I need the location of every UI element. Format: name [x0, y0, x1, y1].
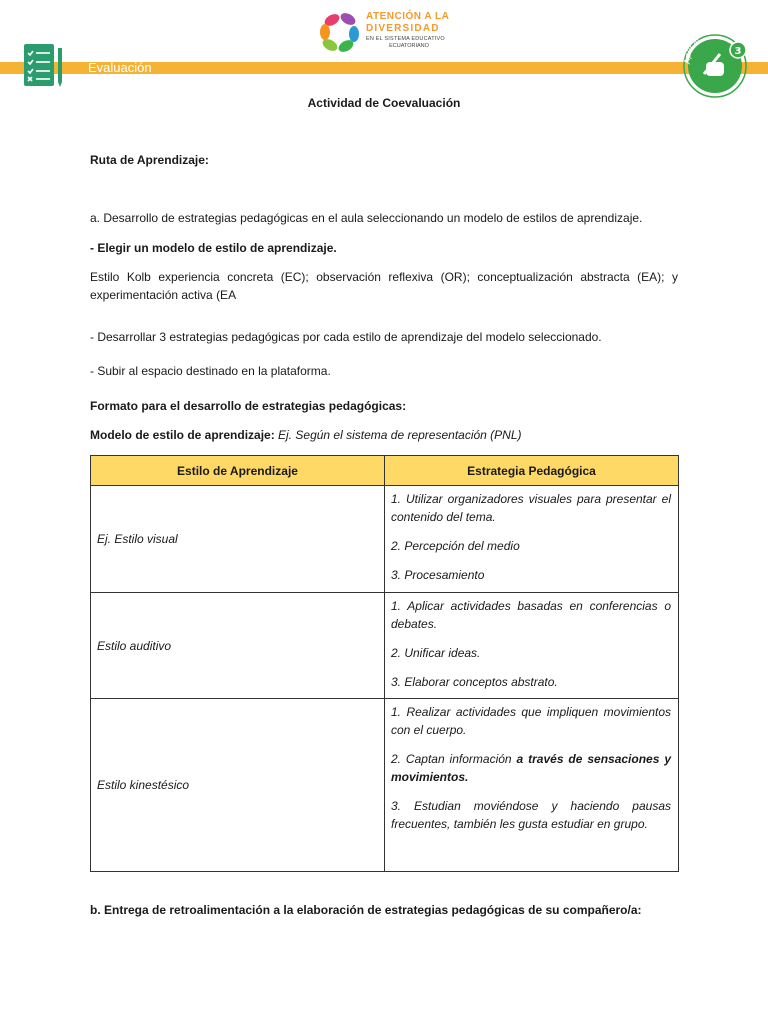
apply-badge: [682, 28, 754, 100]
strategy-item: 3. Estudian moviéndose y haciendo pausas frecuentes, también les gusta estudiar en grupo.: [391, 799, 671, 831]
strategy-cell: [385, 699, 679, 872]
brand-logo: ATENCIÓN A LA DIVERSIDAD EN EL SISTEMA EDUCATIVO ECUATORIANO: [318, 8, 458, 58]
strategy-item: 2. Captan información a través de sensaciones y movimientos.: [391, 752, 671, 784]
format-label: Formato para el desarrollo de estrategias pedagógicas:: [90, 399, 407, 413]
hands-circle-icon: [318, 8, 362, 54]
strategy-item: 3. Procesamiento: [391, 568, 485, 582]
table-header-row: [91, 456, 679, 486]
badge-number: 3: [734, 46, 742, 57]
badge-label: Aplicar: [682, 34, 703, 65]
style-cell: Estilo kinestésico: [91, 699, 385, 872]
header-strategy: Estrategia Pedagógica: [385, 456, 679, 486]
section-label: Evaluación: [88, 60, 152, 75]
upload-instruction: - Subir al espacio destinado en la plataforma.: [90, 364, 331, 378]
strategy-cell: [385, 593, 679, 699]
choose-model: - Elegir un modelo de estilo de aprendizaje.: [90, 241, 337, 255]
table-row: [91, 699, 679, 872]
model-label: Modelo de estilo de aprendizaje:: [90, 428, 275, 442]
strategy-item: 2. Percepción del medio: [391, 539, 520, 553]
strategy-item: 1. Aplicar actividades basadas en conferencias o debates.: [391, 599, 671, 631]
strategy-cell: [385, 486, 679, 593]
strategy-item: 1. Utilizar organizadores visuales para presentar el contenido del tema.: [391, 492, 671, 524]
strategies-table: [90, 455, 679, 872]
table-row: [91, 593, 679, 699]
header-learning-style: Estilo de Aprendizaje: [91, 456, 385, 486]
style-cell: Estilo auditivo: [91, 593, 385, 699]
strategy-item: 1. Realizar actividades que impliquen movimientos con el cuerpo.: [391, 705, 671, 737]
table-row: [91, 486, 679, 593]
page-title: Actividad de Coevaluación: [307, 96, 461, 110]
strategy-item: 3. Elaborar conceptos abstrato.: [391, 675, 558, 689]
route-label: Ruta de Aprendizaje:: [90, 153, 209, 167]
model-line: [90, 426, 678, 444]
item-a: a. Desarrollo de estrategias pedagógicas en el aula seleccionando un modelo de estilos de aprendizaje.: [90, 211, 643, 225]
item-b: b. Entrega de retroalimentación a la elaboración de estrategias pedagógicas de su compañero/a:: [90, 903, 642, 917]
strategy-item: 2. Unificar ideas.: [391, 646, 481, 660]
kolb-text: Estilo Kolb experiencia concreta (EC); observación reflexiva (OR); conceptualización abstracta (EA); y experimentación activa (EA: [90, 270, 678, 302]
model-example: Ej. Según el sistema de representación (PNL): [278, 428, 522, 442]
develop-strategies: - Desarrollar 3 estrategias pedagógicas por cada estilo de aprendizaje del modelo seleccionado.: [90, 330, 602, 344]
checklist-icon: [22, 42, 66, 88]
style-cell: Ej. Estilo visual: [91, 486, 385, 593]
